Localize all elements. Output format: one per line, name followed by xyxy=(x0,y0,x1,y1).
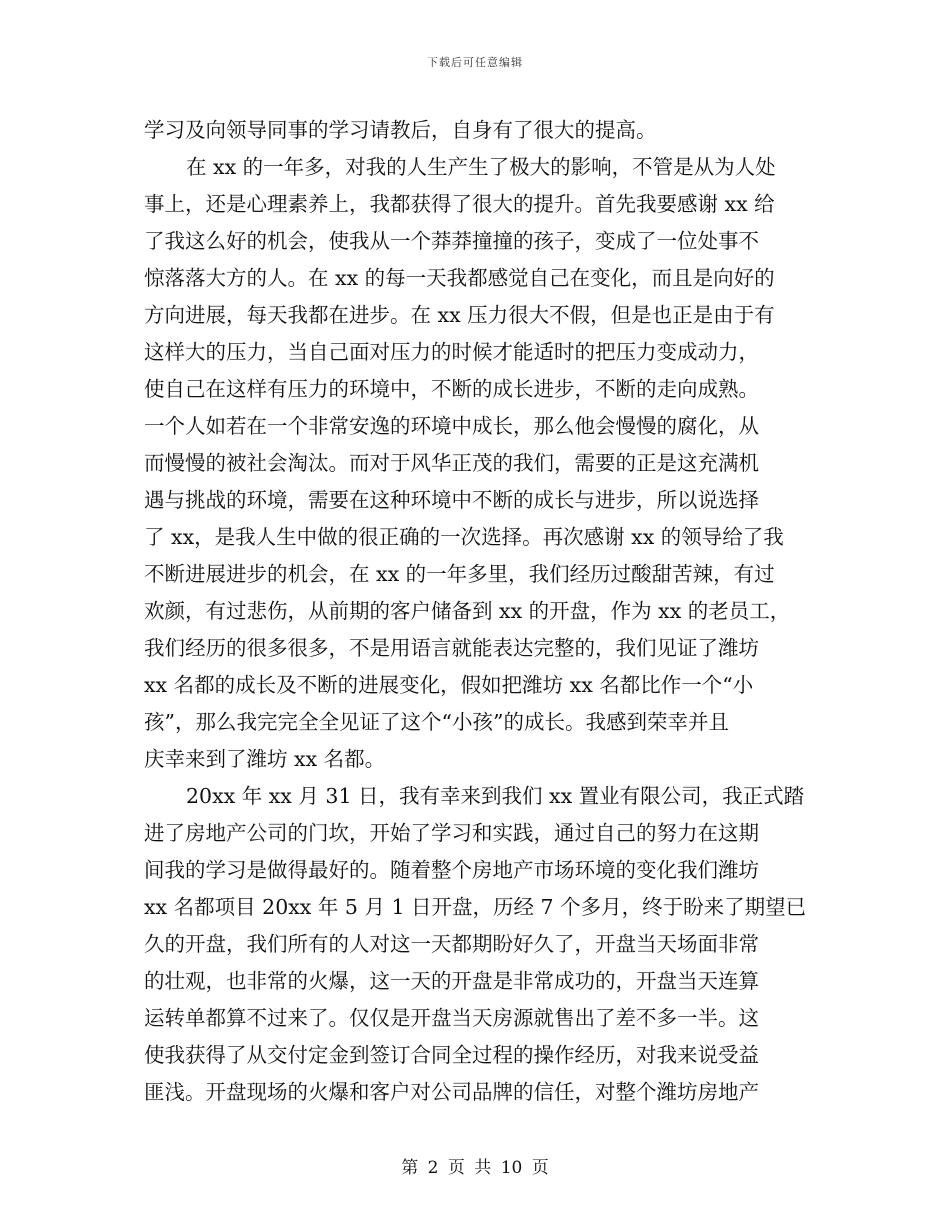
page-header: 下载后可任意编辑 xyxy=(427,56,523,69)
text-line: 间我的学习是做得最好的。随着整个房地产市场环境的变化我们潍坊 xyxy=(144,858,759,882)
text-line: 庆幸来到了潍坊 xx 名都。 xyxy=(144,747,386,771)
text-line: 孩”，那么我完完全全见证了这个“小孩”的成长。我感到荣幸并且 xyxy=(144,710,729,734)
text-line: 的壮观，也非常的火爆，这一天的开盘是非常成功的，开盘当天连算 xyxy=(144,969,759,993)
text-line: 进了房地产公司的门坎，开始了学习和实践，通过自己的努力在这期 xyxy=(144,821,759,845)
text-line: 使自己在这样有压力的环境中，不断的成长进步，不断的走向成熟。 xyxy=(144,377,759,401)
text-line: 久的开盘，我们所有的人对这一天都期盼好久了，开盘当天场面非常 xyxy=(144,932,759,956)
text-line: 一个人如若在一个非常安逸的环境中成长，那么他会慢慢的腐化，从 xyxy=(144,414,759,438)
text-line: 匪浅。开盘现场的火爆和客户对公司品牌的信任，对整个潍坊房地产 xyxy=(144,1080,759,1104)
paragraph-start-line: 在 xx 的一年多，对我的人生产生了极大的影响，不管是从为人处 xyxy=(186,155,776,179)
text-line: 方向进展，每天我都在进步。在 xx 压力很大不假，但是也正是由于有 xyxy=(144,303,775,327)
text-line: 了 xx，是我人生中做的很正确的一次选择。再次感谢 xx 的领导给了我 xyxy=(144,525,784,549)
text-line: 遇与挑战的环境，需要在这种环境中不断的成长与进步，所以说选择 xyxy=(144,488,759,512)
text-line: 这样大的压力，当自己面对压力的时候才能适时的把压力变成动力， xyxy=(144,340,759,364)
text-line: xx 名都项目 20xx 年 5 月 1 日开盘，历经 7 个多月，终于盼来了期望已 xyxy=(144,895,807,919)
text-line: 而慢慢的被社会淘汰。而对于风华正茂的我们，需要的正是这充满机 xyxy=(144,451,759,475)
text-line: 使我获得了从交付定金到签订合同全过程的操作经历，对我来说受益 xyxy=(144,1043,759,1067)
document-body xyxy=(144,112,808,1111)
text-line: xx 名都的成长及不断的进展变化，假如把潍坊 xx 名都比作一个“小 xyxy=(144,673,754,697)
text-line: 惊落落大方的人。在 xx 的每一天我都感觉自己在变化，而且是向好的 xyxy=(144,266,775,290)
text-line: 运转单都算不过来了。仅仅是开盘当天房源就售出了差不多一半。这 xyxy=(144,1006,759,1030)
paragraph-start-line: 20xx 年 xx 月 31 日，我有幸来到我们 xx 置业有限公司，我正式踏 xyxy=(186,784,805,808)
page-footer: 第 2 页 共 10 页 xyxy=(401,1158,549,1178)
text-line: 我们经历的很多很多，不是用语言就能表达完整的，我们见证了潍坊 xyxy=(144,636,759,660)
text-line: 事上，还是心理素养上，我都获得了很大的提升。首先我要感谢 xx 给 xyxy=(144,192,775,216)
text-line: 欢颜，有过悲伤，从前期的客户储备到 xx 的开盘，作为 xx 的老员工， xyxy=(144,599,791,623)
text-line: 不断进展进步的机会，在 xx 的一年多里，我们经历过酸甜苦辣，有过 xyxy=(144,562,775,586)
text-line: 了我这么好的机会，使我从一个莽莽撞撞的孩子，变成了一位处事不 xyxy=(144,229,759,253)
text-line: 学习及向领导同事的学习请教后，自身有了很大的提高。 xyxy=(144,118,657,142)
